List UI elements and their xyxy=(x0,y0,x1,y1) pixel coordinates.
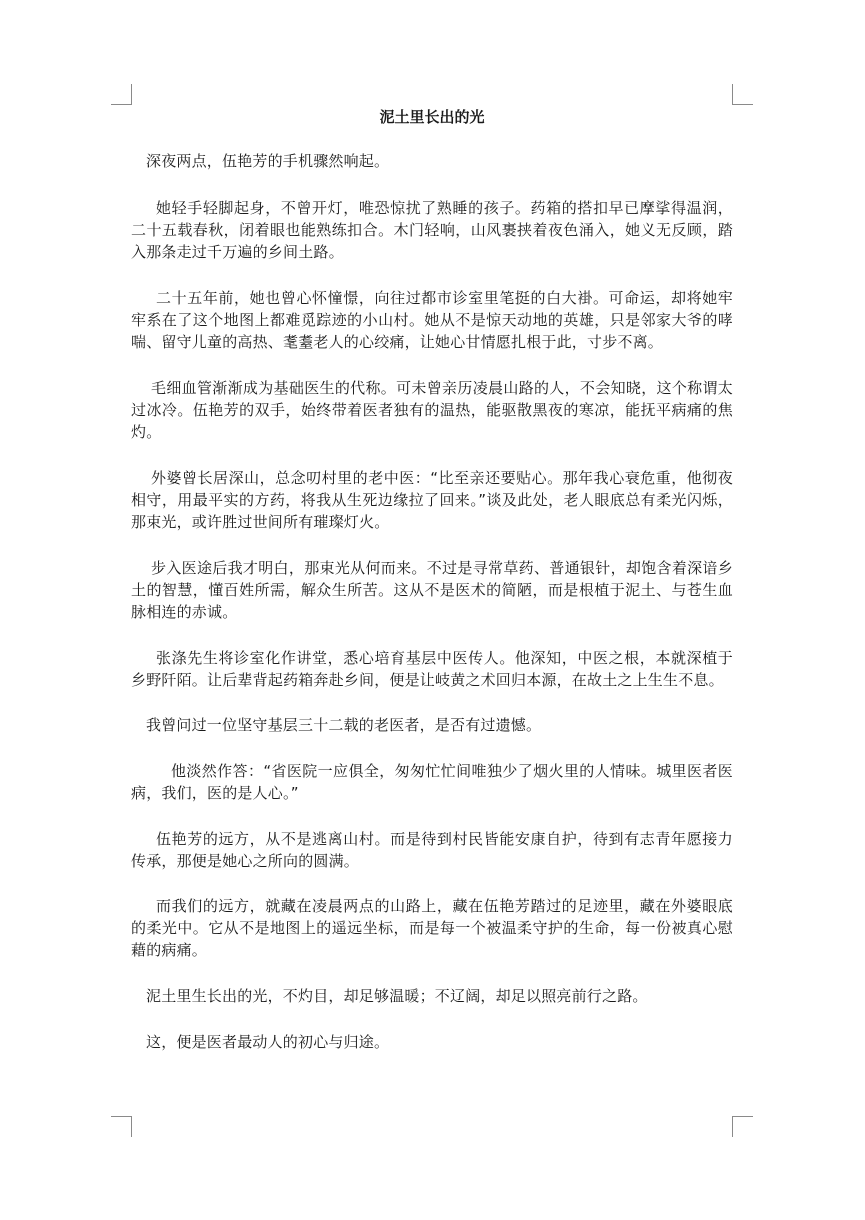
paragraph-4: 毛细血管渐渐成为基础医生的代称。可未曾亲历凌晨山路的人，不会知晓，这个称谓太过冰冷。伍艳芳的双手，始终带着医者独有的温热，能驱散黑夜的寒凉，能抚平病痛的焦灼。 xyxy=(131,379,733,441)
paragraph-7: 张涤先生将诊室化作讲堂，悉心培育基层中医传人。他深知，中医之根，本就深植于乡野阡陌。让后辈背起药箱奔赴乡间，便是让岐黄之术回归本源，在故土之上生生不息。 xyxy=(131,649,733,689)
paragraph-9: 他淡然作答：“省医院一应俱全，匆匆忙忙间唯独少了烟火里的人情味。城里医者医病，我们，医的是人心。” xyxy=(131,762,733,802)
paragraph-11: 而我们的远方，就藏在凌晨两点的山路上，藏在伍艳芳踏过的足迹里，藏在外婆眼底的柔光中。它从不是地图上的遥远坐标，而是每一个被温柔守护的生命，每一份被真心慰藉的病痛。 xyxy=(131,897,733,959)
paragraph-6: 步入医途后我才明白，那束光从何而来。不过是寻常草药、普通银针，却饱含着深谙乡土的智慧，懂百姓所需，解众生所苦。这从不是医术的简陋，而是根植于泥土、与苍生血脉相连的赤诚。 xyxy=(131,559,733,621)
paragraph-10: 伍艳芳的远方，从不是逃离山村。而是待到村民皆能安康自护，待到有志青年愿接力传承，那便是她心之所向的圆满。 xyxy=(131,830,733,870)
crop-mark-top-left xyxy=(111,84,132,105)
paragraph-8: 我曾问过一位坚守基层三十二载的老医者，是否有过遗憾。 xyxy=(146,716,542,734)
paragraph-3: 二十五年前，她也曾心怀憧憬，向往过都市诊室里笔挺的白大褂。可命运，却将她牢牢系在了这个地图上都难觅踪迹的小山村。她从不是惊天动地的英雄，只是邻家大爷的哮喘、留守儿童的高热、耄耋老人的心绞痛，让她心甘情愿扎根于此，寸步不离。 xyxy=(131,289,733,351)
paragraph-13: 这，便是医者最动人的初心与归途。 xyxy=(146,1033,390,1051)
paragraph-2: 她轻手轻脚起身，不曾开灯，唯恐惊扰了熟睡的孩子。药箱的搭扣早已摩挲得温润，二十五载春秋，闭着眼也能熟练扣合。木门轻响，山风裹挟着夜色涌入，她义无反顾，踏入那条走过千万遍的乡间土路。 xyxy=(131,199,733,261)
paragraph-1: 深夜两点，伍艳芳的手机骤然响起。 xyxy=(146,152,390,170)
crop-mark-bottom-right xyxy=(732,1116,753,1137)
paragraph-5: 外婆曾长居深山，总念叨村里的老中医：“比至亲还要贴心。那年我心衰危重，他彻夜相守，用最平实的方药，将我从生死边缘拉了回来。”谈及此处，老人眼底总有柔光闪烁，那束光，或许胜过世间所有璀璨灯火。 xyxy=(131,469,733,531)
document-title: 泥土里长出的光 xyxy=(379,108,485,126)
crop-mark-bottom-left xyxy=(111,1116,132,1137)
crop-mark-top-right xyxy=(732,84,753,105)
paragraph-12: 泥土里生长出的光，不灼目，却足够温暖；不辽阔，却足以照亮前行之路。 xyxy=(146,987,648,1005)
